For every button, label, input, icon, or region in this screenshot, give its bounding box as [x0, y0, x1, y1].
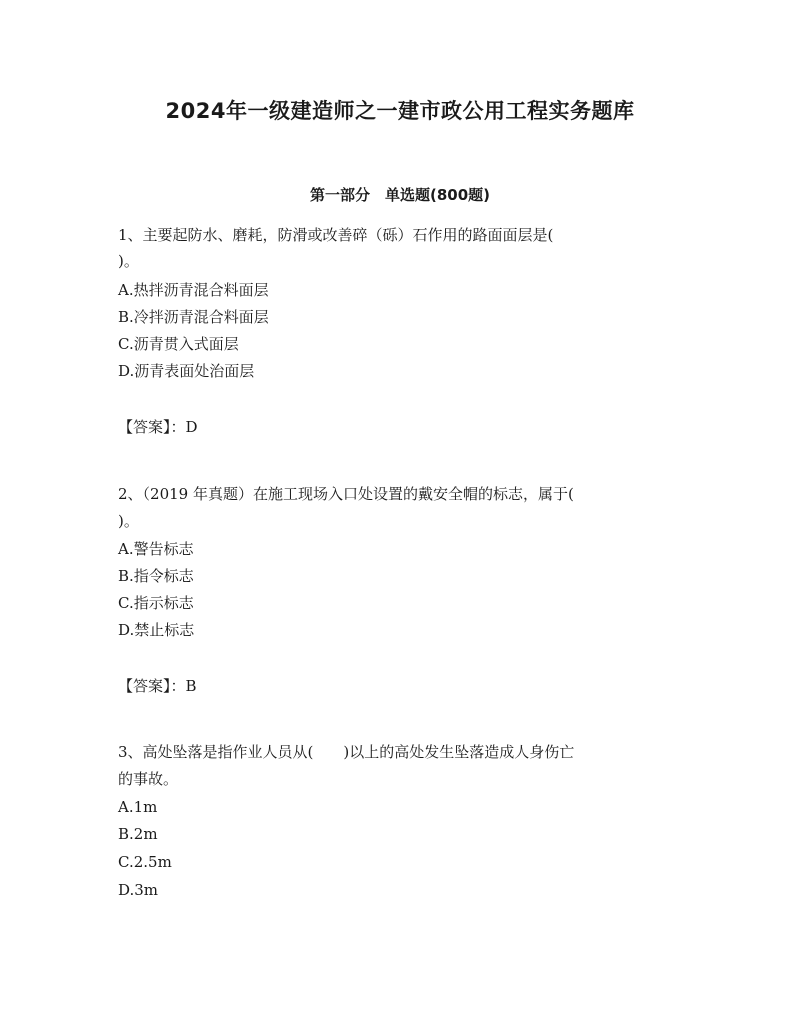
question-stem-cont: )。	[118, 252, 139, 270]
option-a: A.热拌沥青混合料面层	[118, 281, 269, 299]
option-a: A.1m	[118, 798, 158, 816]
document-title: 2024年一级建造师之一建市政公用工程实务题库	[165, 99, 635, 123]
answer: 【答案】：B	[118, 677, 197, 695]
option-b: B.指令标志	[118, 567, 194, 585]
option-a: A.警告标志	[118, 540, 194, 558]
option-c: C.指示标志	[118, 594, 194, 612]
question-stem: 2、（2019 年真题）在施工现场入口处设置的戴安全帽的标志，属于(	[118, 485, 574, 503]
question-stem: 1、主要起防水、磨耗，防滑或改善碎（砾）石作用的路面面层是(	[118, 226, 554, 244]
option-d: D.3m	[118, 881, 159, 899]
option-d: D.沥青表面处治面层	[118, 362, 255, 380]
question-stem-cont: )。	[118, 512, 139, 530]
option-b: B.2m	[118, 825, 158, 843]
question-stem: 3、高处坠落是指作业人员从( )以上的高处发生坠落造成人身伤亡	[118, 743, 575, 761]
option-d: D.禁止标志	[118, 621, 195, 639]
option-c: C.沥青贯入式面层	[118, 335, 239, 353]
question-stem-cont: 的事故。	[118, 770, 179, 788]
option-b: B.冷拌沥青混合料面层	[118, 308, 269, 326]
section-heading: 第一部分 单选题(800题)	[309, 186, 491, 204]
option-c: C.2.5m	[118, 853, 172, 871]
answer: 【答案】：D	[118, 418, 198, 436]
